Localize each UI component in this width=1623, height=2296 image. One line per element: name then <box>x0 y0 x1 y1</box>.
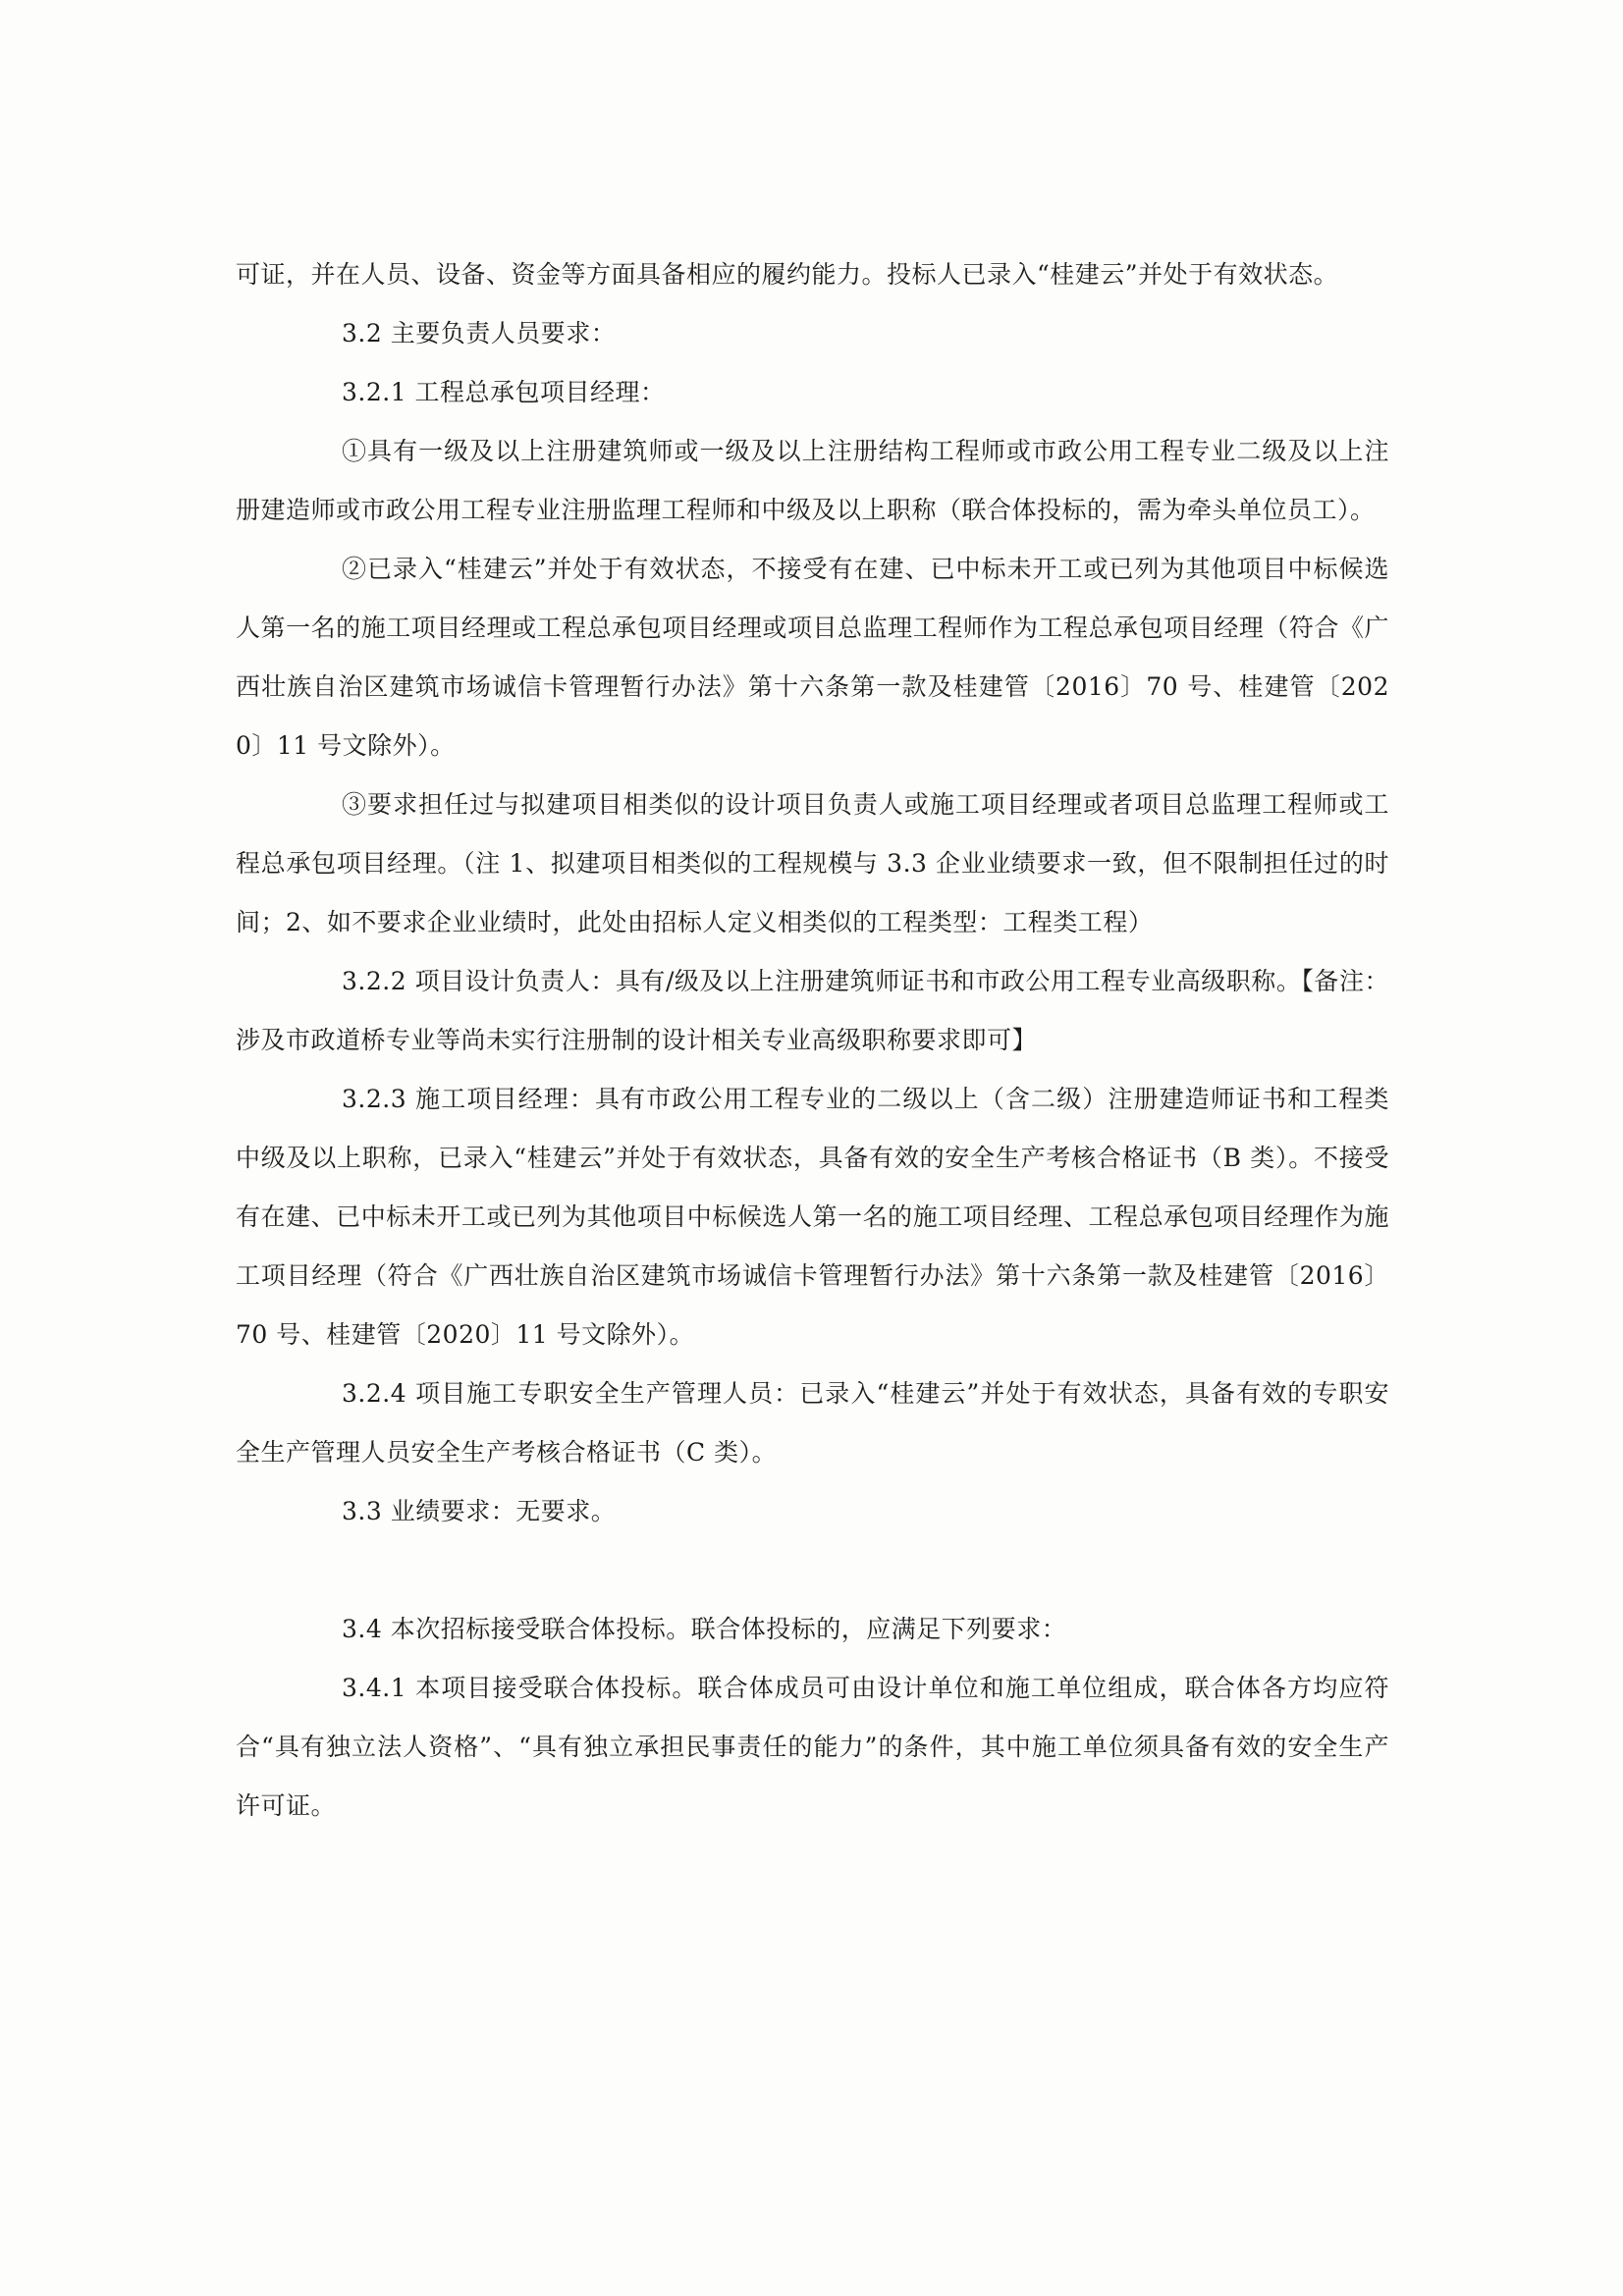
paragraph-3-2-1-item-1: ①具有一级及以上注册建筑师或一级及以上注册结构工程师或市政公用工程专业二级及以上注册建造师或市政公用工程专业注册监理工程师和中级及以上职称（联合体投标的，需为牵头单位员工）。 <box>236 437 1389 524</box>
paragraph-3-2-heading: 3.2 主要负责人员要求： <box>342 319 617 347</box>
paragraph-3-4-1: 3.4.1 本项目接受联合体投标。联合体成员可由设计单位和施工单位组成，联合体各方均应符合“具有独立法人资格”、“具有独立承担民事责任的能力”的条件，其中施工单位须具备有效的安全生产许可证。 <box>236 1674 1389 1820</box>
document-body <box>236 245 1389 1836</box>
paragraph-3-2-1-item-3: ③要求担任过与拟建项目相类似的设计项目负责人或施工项目经理或者项目总监理工程师或工程总承包项目经理。（注 1、拟建项目相类似的工程规模与 3.3 企业业绩要求一致，但不限制担任过的时间；2、如不要求企业业绩时，此处由招标人定义相类似的工程类型：工程类工程） <box>236 790 1389 936</box>
paragraph-3-2-3: 3.2.3 施工项目经理：具有市政公用工程专业的二级以上（含二级）注册建造师证书和工程类中级及以上职称，已录入“桂建云”并处于有效状态，具备有效的安全生产考核合格证书（B 类）。不接受有在建、已中标未开工或已列为其他项目中标候选人第一名的施工项目经理、工程总承包项目经理作为施工项目经理（符合《广西壮族自治区建筑市场诚信卡管理暂行办法》第十六条第一款及桂建管〔2016〕70 号、桂建管〔2020〕11 号文除外）。 <box>236 1085 1389 1349</box>
paragraph-3-2-1-heading: 3.2.1 工程总承包项目经理： <box>342 378 666 406</box>
paragraph-3-2-4: 3.2.4 项目施工专职安全生产管理人员：已录入“桂建云”并处于有效状态，具备有效的专职安全生产管理人员安全生产考核合格证书（C 类）。 <box>236 1379 1389 1467</box>
paragraph-3-2-2: 3.2.2 项目设计负责人：具有/级及以上注册建筑师证书和市政公用工程专业高级职称。【备注：涉及市政道桥专业等尚未实行注册制的设计相关专业高级职称要求即可】 <box>236 967 1389 1054</box>
paragraph-3-2-1-item-2: ②已录入“桂建云”并处于有效状态，不接受有在建、已中标未开工或已列为其他项目中标候选人第一名的施工项目经理或工程总承包项目经理或项目总监理工程师作为工程总承包项目经理（符合《广西壮族自治区建筑市场诚信卡管理暂行办法》第十六条第一款及桂建管〔2016〕70 号、桂建管〔2020〕11 号文除外）。 <box>236 555 1389 760</box>
paragraph-3-3: 3.3 业绩要求：无要求。 <box>342 1497 617 1525</box>
paragraph-continuation: 可证，并在人员、设备、资金等方面具备相应的履约能力。投标人已录入“桂建云”并处于有效状态。 <box>236 260 1339 289</box>
paragraph-3-4: 3.4 本次招标接受联合体投标。联合体投标的，应满足下列要求： <box>342 1615 1067 1643</box>
